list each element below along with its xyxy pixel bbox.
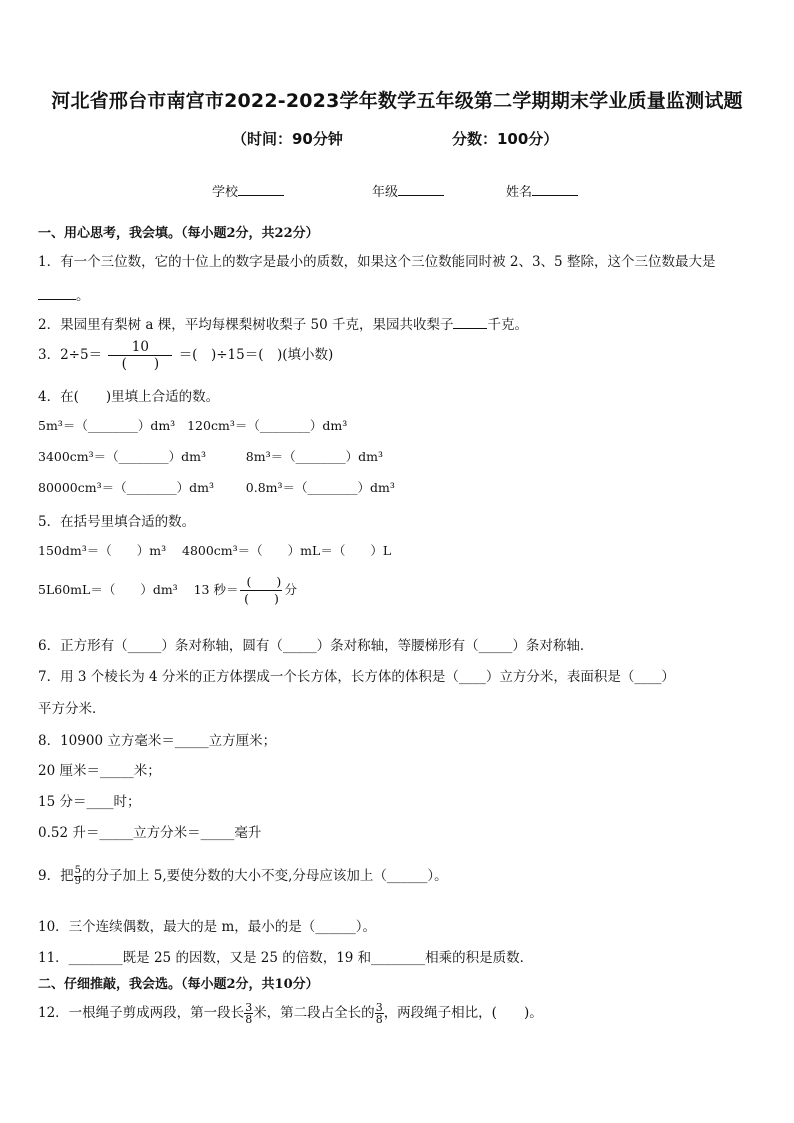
fraction: $\frac{( )}{( )}$ <box>240 574 282 607</box>
question-4: 4．在( )里填上合适的数。 <box>38 389 220 405</box>
question-4-row-1: 5m³＝（________）dm³ 120cm³＝（________）dm³ <box>38 418 348 433</box>
question-12: 12．一根绳子剪成两段，第一段长 $\frac{3}{8}$ 米，第二段占全长的 $\frac{3}{8}$ ，两段绳子相比，( )。 <box>38 1001 543 1026</box>
grade-field: 年级 <box>372 181 444 200</box>
question-7: 7．用 3 个棱长为 4 分米的正方体摆成一个长方体，长方体的体积是（____）立方分米，表面积是（____） <box>38 669 675 685</box>
question-5-row-1: 150dm³＝（ ）m³ 4800cm³＝（ ）mL＝（ ）L <box>38 543 392 558</box>
question-8-d: 0.52 升＝_____立方分米＝_____毫升 <box>38 825 262 841</box>
question-4-row-2: 3400cm³＝（________）dm³ 8m³＝（________）dm³ <box>38 449 383 464</box>
fraction: $\frac{10}{( )}$ <box>108 339 172 372</box>
question-6: 6．正方形有（_____）条对称轴，圆有（_____）条对称轴，等腰梯形有（_____）条对称轴． <box>38 638 594 654</box>
question-11: 11．________既是 25 的因数，又是 25 的倍数，19 和________相乘的积是质数． <box>38 950 534 966</box>
score-label: 分数：100分） <box>452 130 559 148</box>
school-field: 学校 <box>212 181 284 200</box>
page-title: 河北省邢台市南宫市2022-2023学年数学五年级第二学期期末学业质量监测试题 <box>51 90 743 112</box>
question-5: 5．在括号里填合适的数。 <box>38 514 196 530</box>
question-1: 1．有一个三位数，它的十位上的数字是最小的质数，如果这个三位数能同时被 2、3、5 整除，这个三位数最大是 <box>38 254 716 270</box>
time-label: （时间：90分钟 <box>232 130 343 148</box>
question-5-row-2: 5L60mL＝（ ）dm³ 13 秒＝ $\frac{( )}{( )}$ 分 <box>38 574 297 606</box>
fraction: $\frac{5}{9}$ <box>74 865 81 887</box>
question-3: 3．2÷5＝ $\frac{10}{( )}$ ＝( )÷15＝( )(填小数) <box>38 339 334 372</box>
section-1-heading: 一、用心思考，我会填。（每小题2分，共22分） <box>38 226 319 241</box>
question-8-a: 8．10900 立方毫米＝_____立方厘米； <box>38 733 277 749</box>
question-7-cont: 平方分米． <box>38 701 106 717</box>
question-9: 9．把 $\frac{5}{9}$ 的分子加上 5,要使分数的大小不变,分母应该加上（______）。 <box>38 865 448 887</box>
fraction: $\frac{3}{8}$ <box>245 1001 253 1026</box>
question-8-b: 20 厘米＝_____米； <box>38 763 161 779</box>
question-1-cont: 。 <box>38 284 90 304</box>
question-8-c: 15 分＝____时； <box>38 794 141 810</box>
fraction: $\frac{3}{8}$ <box>375 1001 383 1026</box>
question-2: 2．果园里有梨树 a 棵，平均每棵梨树收梨子 50 千克，果园共收梨子 千克。 <box>38 317 528 333</box>
section-2-heading: 二、仔细推敲，我会选。（每小题2分，共10分） <box>38 977 319 992</box>
name-field: 姓名 <box>506 181 578 200</box>
question-4-row-3: 80000cm³＝（________）dm³ 0.8m³＝（________）dm³ <box>38 480 395 495</box>
question-10: 10．三个连续偶数，最大的是 m，最小的是（______）。 <box>38 919 377 935</box>
